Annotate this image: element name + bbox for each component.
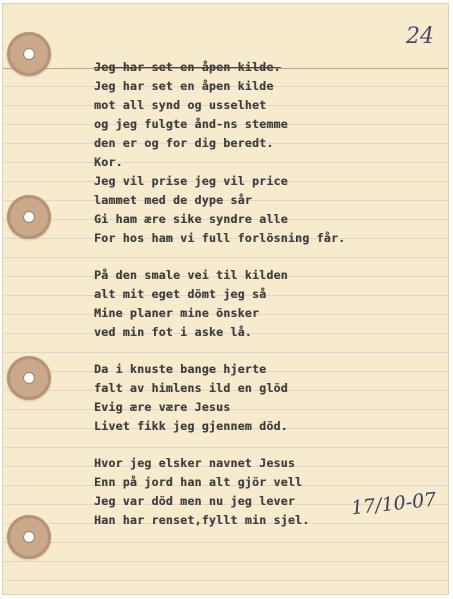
stanza-gap	[94, 248, 414, 266]
poem-text	[94, 58, 414, 530]
poem-line: Jeg var död men nu jeg lever	[94, 494, 296, 508]
poem-line: alt mit eget dömt jeg så	[94, 287, 267, 301]
poem-line: Jeg har set en åpen kilde	[94, 79, 274, 93]
poem-line: For hos ham vi full forlösning får.	[94, 231, 346, 245]
poem-line: Mine planer mine önsker	[94, 306, 260, 320]
punch-hole	[7, 32, 51, 76]
poem-line: mot all synd og usselhet	[94, 98, 267, 112]
poem-title-line: Jeg har set en åpen kilde.	[94, 60, 281, 74]
ruled-line	[3, 580, 448, 581]
punch-hole	[7, 515, 51, 559]
poem-line: På den smale vei til kilden	[94, 268, 288, 282]
ruled-line	[3, 561, 448, 562]
poem-line: Hvor jeg elsker navnet Jesus	[94, 456, 296, 470]
poem-line: lammet med de dype sår	[94, 193, 252, 207]
punch-hole	[7, 195, 51, 239]
document-page	[2, 3, 449, 595]
poem-line: den er og for dig beredt.	[94, 136, 274, 150]
poem-line: falt av himlens ild en glöd	[94, 381, 288, 395]
handwritten-date: 17/10-07	[350, 488, 438, 520]
poem-line: og jeg fulgte ånd-ns stemme	[94, 117, 288, 131]
page-number: 24	[406, 24, 434, 49]
poem-line: Enn på jord han alt gjör vell	[94, 475, 303, 489]
stanza-gap	[94, 342, 414, 360]
poem-line: Livet fikk jeg gjennem död.	[94, 419, 288, 433]
poem-line: ved min fot i aske lå.	[94, 325, 252, 339]
poem-line: Da i knuste bange hjerte	[94, 362, 267, 376]
stanza-gap	[94, 436, 414, 454]
poem-line: Gi ham ære sike syndre alle	[94, 212, 288, 226]
poem-line: Jeg vil prise jeg vil price	[94, 174, 288, 188]
chorus-label: Kor.	[94, 155, 123, 169]
ruled-line	[3, 542, 448, 543]
punch-hole	[7, 356, 51, 400]
poem-line: Han har renset,fyllt min sjel.	[94, 513, 310, 527]
poem-line: Evig ære være Jesus	[94, 400, 231, 414]
